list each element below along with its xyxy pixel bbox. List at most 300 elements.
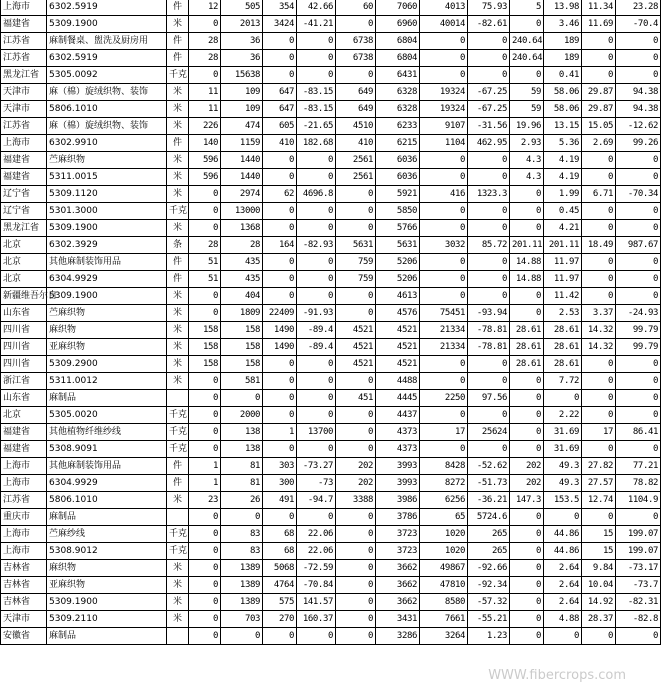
value-cell: 0 xyxy=(468,407,510,424)
value-cell: 4521 xyxy=(336,356,376,373)
value-cell: 202 xyxy=(336,458,376,475)
value-cell: 28 xyxy=(189,50,221,67)
value-cell: 22409 xyxy=(263,305,297,322)
value-cell: 0 xyxy=(544,628,582,645)
table-row xyxy=(1,118,661,135)
value-cell: 0 xyxy=(510,186,544,203)
value-cell: 4373 xyxy=(376,424,420,441)
value-cell: -78.81 xyxy=(468,339,510,356)
table-row xyxy=(1,526,661,543)
value-cell: 189 xyxy=(544,50,582,67)
value-cell: 0 xyxy=(616,169,661,186)
region-cell: 上海市 xyxy=(1,543,47,560)
unit-cell: 米 xyxy=(167,186,189,203)
unit-cell: 件 xyxy=(167,254,189,271)
value-cell: 0 xyxy=(616,288,661,305)
value-cell: 0 xyxy=(263,152,297,169)
value-cell: 2.93 xyxy=(510,135,544,152)
value-cell: 158 xyxy=(189,322,221,339)
value-cell: 354 xyxy=(263,0,297,16)
value-cell: 6328 xyxy=(376,84,420,101)
value-cell: 0 xyxy=(616,220,661,237)
unit-cell xyxy=(167,628,189,645)
value-cell: 47810 xyxy=(420,577,468,594)
product-cell: 苎麻纱线 xyxy=(47,526,167,543)
value-cell: 1159 xyxy=(221,135,263,152)
value-cell: 0 xyxy=(189,424,221,441)
value-cell: -67.25 xyxy=(468,84,510,101)
value-cell: 6804 xyxy=(376,50,420,67)
table-row xyxy=(1,611,661,628)
value-cell: 15 xyxy=(582,526,616,543)
value-cell: 0 xyxy=(297,288,336,305)
value-cell: -73.7 xyxy=(616,577,661,594)
value-cell: 44.86 xyxy=(544,526,582,543)
unit-cell: 件 xyxy=(167,271,189,288)
value-cell: 4.88 xyxy=(544,611,582,628)
value-cell: 0 xyxy=(616,254,661,271)
value-cell: 6036 xyxy=(376,152,420,169)
value-cell: 0 xyxy=(297,203,336,220)
value-cell: -82.31 xyxy=(616,594,661,611)
value-cell: 18.49 xyxy=(582,237,616,254)
product-cell: 6304.9929 xyxy=(47,475,167,492)
value-cell: 265 xyxy=(468,526,510,543)
value-cell: 0 xyxy=(510,288,544,305)
product-cell: 5309.1120 xyxy=(47,186,167,203)
value-cell: 4.3 xyxy=(510,152,544,169)
value-cell: 4613 xyxy=(376,288,420,305)
value-cell: 1104.9 xyxy=(616,492,661,509)
product-cell: 亚麻织物 xyxy=(47,577,167,594)
value-cell: 8428 xyxy=(420,458,468,475)
value-cell: 0 xyxy=(189,390,221,407)
value-cell: 0 xyxy=(336,373,376,390)
value-cell: 28.61 xyxy=(544,356,582,373)
value-cell: 27.82 xyxy=(582,458,616,475)
value-cell: 6960 xyxy=(376,16,420,33)
value-cell: 0 xyxy=(221,390,263,407)
region-cell: 北京 xyxy=(1,407,47,424)
value-cell: 0 xyxy=(336,67,376,84)
table-row xyxy=(1,254,661,271)
value-cell: 14.32 xyxy=(582,339,616,356)
unit-cell: 千克 xyxy=(167,424,189,441)
value-cell: 0 xyxy=(263,509,297,526)
value-cell: 0 xyxy=(189,611,221,628)
product-cell: 苎麻织物 xyxy=(47,152,167,169)
value-cell: 703 xyxy=(221,611,263,628)
value-cell: 36 xyxy=(221,33,263,50)
value-cell: 140 xyxy=(189,135,221,152)
value-cell: 60 xyxy=(336,0,376,16)
value-cell: 240.64 xyxy=(510,50,544,67)
value-cell: 51 xyxy=(189,271,221,288)
value-cell: 15638 xyxy=(221,67,263,84)
value-cell: 0 xyxy=(582,152,616,169)
value-cell: -70.84 xyxy=(297,577,336,594)
product-cell: 其他植物纤维纱线 xyxy=(47,424,167,441)
table-row xyxy=(1,0,661,16)
value-cell: 202 xyxy=(510,458,544,475)
value-cell: 4437 xyxy=(376,407,420,424)
value-cell: 0 xyxy=(263,390,297,407)
table-row xyxy=(1,424,661,441)
value-cell: 81 xyxy=(221,475,263,492)
value-cell: 1440 xyxy=(221,169,263,186)
value-cell: 0 xyxy=(336,424,376,441)
value-cell: 13.15 xyxy=(544,118,582,135)
value-cell: 4373 xyxy=(376,441,420,458)
value-cell: 7060 xyxy=(376,0,420,16)
product-cell: 6302.9910 xyxy=(47,135,167,152)
unit-cell: 米 xyxy=(167,611,189,628)
region-cell: 福建省 xyxy=(1,16,47,33)
value-cell: 0 xyxy=(189,305,221,322)
value-cell: 2.53 xyxy=(544,305,582,322)
value-cell: 451 xyxy=(336,390,376,407)
value-cell: 987.67 xyxy=(616,237,661,254)
value-cell: 28.61 xyxy=(544,322,582,339)
value-cell: 0 xyxy=(336,186,376,203)
product-cell: 其他麻制装饰用品 xyxy=(47,254,167,271)
value-cell: 5631 xyxy=(376,237,420,254)
region-cell: 上海市 xyxy=(1,475,47,492)
value-cell: 3723 xyxy=(376,543,420,560)
value-cell: 4576 xyxy=(376,305,420,322)
value-cell: 0 xyxy=(468,220,510,237)
value-cell: 5 xyxy=(510,0,544,16)
unit-cell: 米 xyxy=(167,339,189,356)
value-cell: 0 xyxy=(420,33,468,50)
value-cell: 28 xyxy=(189,237,221,254)
value-cell: 5724.6 xyxy=(468,509,510,526)
region-cell: 山东省 xyxy=(1,305,47,322)
value-cell: 0 xyxy=(189,67,221,84)
value-cell: -83.15 xyxy=(297,101,336,118)
value-cell: 0 xyxy=(616,50,661,67)
value-cell: 2.64 xyxy=(544,594,582,611)
value-cell: 0 xyxy=(420,373,468,390)
value-cell: 3993 xyxy=(376,458,420,475)
value-cell: 94.38 xyxy=(616,84,661,101)
value-cell: 0 xyxy=(582,254,616,271)
value-cell: 575 xyxy=(263,594,297,611)
value-cell: 1 xyxy=(263,424,297,441)
product-cell: 5309.1900 xyxy=(47,288,167,305)
value-cell: 0 xyxy=(420,169,468,186)
value-cell: 0 xyxy=(263,441,297,458)
value-cell: 0 xyxy=(510,305,544,322)
value-cell: 138 xyxy=(221,424,263,441)
unit-cell: 件 xyxy=(167,33,189,50)
table-row xyxy=(1,271,661,288)
value-cell: -67.25 xyxy=(468,101,510,118)
value-cell: 0 xyxy=(297,169,336,186)
region-cell: 福建省 xyxy=(1,169,47,186)
product-cell: 5309.1900 xyxy=(47,594,167,611)
product-cell: 麻织物 xyxy=(47,560,167,577)
table-row xyxy=(1,16,661,33)
unit-cell: 件 xyxy=(167,135,189,152)
unit-cell: 米 xyxy=(167,305,189,322)
value-cell: 3662 xyxy=(376,577,420,594)
value-cell: 1809 xyxy=(221,305,263,322)
value-cell: 0 xyxy=(582,441,616,458)
value-cell: -94.7 xyxy=(297,492,336,509)
region-cell: 天津市 xyxy=(1,611,47,628)
value-cell: 11 xyxy=(189,101,221,118)
value-cell: 0 xyxy=(510,611,544,628)
value-cell: 605 xyxy=(263,118,297,135)
value-cell: 2.64 xyxy=(544,577,582,594)
value-cell: 0 xyxy=(582,509,616,526)
value-cell: 1 xyxy=(189,458,221,475)
value-cell: 11.97 xyxy=(544,271,582,288)
value-cell: -31.56 xyxy=(468,118,510,135)
unit-cell: 米 xyxy=(167,220,189,237)
product-cell: 5309.1900 xyxy=(47,16,167,33)
value-cell: 3431 xyxy=(376,611,420,628)
value-cell: 0 xyxy=(189,407,221,424)
product-cell: 6304.9929 xyxy=(47,271,167,288)
value-cell: 0 xyxy=(263,67,297,84)
value-cell: 40014 xyxy=(420,16,468,33)
value-cell: 201.11 xyxy=(544,237,582,254)
value-cell: 0 xyxy=(510,543,544,560)
value-cell: 19324 xyxy=(420,84,468,101)
value-cell: 15.05 xyxy=(582,118,616,135)
value-cell: 1104 xyxy=(420,135,468,152)
value-cell: 75451 xyxy=(420,305,468,322)
value-cell: -41.21 xyxy=(297,16,336,33)
region-cell: 江苏省 xyxy=(1,33,47,50)
value-cell: 0 xyxy=(297,628,336,645)
value-cell: 0 xyxy=(582,169,616,186)
value-cell: 28 xyxy=(189,33,221,50)
value-cell: 0 xyxy=(468,441,510,458)
value-cell: 0 xyxy=(468,373,510,390)
unit-cell: 米 xyxy=(167,322,189,339)
value-cell: 6.71 xyxy=(582,186,616,203)
value-cell: 21334 xyxy=(420,322,468,339)
value-cell: 0 xyxy=(616,271,661,288)
table-row xyxy=(1,305,661,322)
table-row xyxy=(1,390,661,407)
value-cell: 17 xyxy=(582,424,616,441)
region-cell: 重庆市 xyxy=(1,509,47,526)
value-cell: 0 xyxy=(336,611,376,628)
table-row xyxy=(1,594,661,611)
value-cell: 3032 xyxy=(420,237,468,254)
value-cell: 647 xyxy=(263,84,297,101)
value-cell: 29.87 xyxy=(582,84,616,101)
value-cell: 0 xyxy=(297,441,336,458)
value-cell: -91.93 xyxy=(297,305,336,322)
value-cell: 201.11 xyxy=(510,237,544,254)
product-cell: 5309.2900 xyxy=(47,356,167,373)
region-cell: 上海市 xyxy=(1,526,47,543)
product-cell: 5305.0092 xyxy=(47,67,167,84)
value-cell: -82.61 xyxy=(468,16,510,33)
value-cell: 0 xyxy=(616,628,661,645)
value-cell: 0 xyxy=(189,577,221,594)
value-cell: 0 xyxy=(336,628,376,645)
value-cell: -12.62 xyxy=(616,118,661,135)
value-cell: 0 xyxy=(336,509,376,526)
unit-cell: 千克 xyxy=(167,203,189,220)
value-cell: 4.19 xyxy=(544,152,582,169)
region-cell: 吉林省 xyxy=(1,560,47,577)
value-cell: 2000 xyxy=(221,407,263,424)
value-cell: 2561 xyxy=(336,152,376,169)
region-cell: 天津市 xyxy=(1,84,47,101)
table-row xyxy=(1,237,661,254)
value-cell: 0 xyxy=(544,390,582,407)
value-cell: -82.8 xyxy=(616,611,661,628)
value-cell: 58.06 xyxy=(544,84,582,101)
region-cell: 安徽省 xyxy=(1,628,47,645)
value-cell: 1020 xyxy=(420,543,468,560)
unit-cell: 米 xyxy=(167,101,189,118)
value-cell: 3662 xyxy=(376,594,420,611)
value-cell: 28 xyxy=(221,237,263,254)
value-cell: 8580 xyxy=(420,594,468,611)
value-cell: 1389 xyxy=(221,560,263,577)
product-cell: 5309.2110 xyxy=(47,611,167,628)
table-row xyxy=(1,492,661,509)
value-cell: 0 xyxy=(420,407,468,424)
region-cell: 浙江省 xyxy=(1,373,47,390)
value-cell: 49.3 xyxy=(544,475,582,492)
value-cell: 189 xyxy=(544,33,582,50)
value-cell: 3993 xyxy=(376,475,420,492)
value-cell: 0 xyxy=(263,220,297,237)
value-cell: 505 xyxy=(221,0,263,16)
product-cell: 6302.3929 xyxy=(47,237,167,254)
value-cell: 4696.8 xyxy=(297,186,336,203)
value-cell: 99.26 xyxy=(616,135,661,152)
value-cell: 158 xyxy=(221,356,263,373)
value-cell: 0 xyxy=(297,33,336,50)
value-cell: 0 xyxy=(297,271,336,288)
value-cell: 0 xyxy=(189,594,221,611)
value-cell: 4013 xyxy=(420,0,468,16)
value-cell: 0 xyxy=(582,220,616,237)
value-cell: 94.38 xyxy=(616,101,661,118)
unit-cell xyxy=(167,390,189,407)
value-cell: 0 xyxy=(582,628,616,645)
table-row xyxy=(1,67,661,84)
value-cell: 0 xyxy=(263,373,297,390)
value-cell: 5068 xyxy=(263,560,297,577)
value-cell: 3662 xyxy=(376,560,420,577)
region-cell: 山东省 xyxy=(1,390,47,407)
table-row xyxy=(1,186,661,203)
value-cell: 300 xyxy=(263,475,297,492)
region-cell: 吉林省 xyxy=(1,594,47,611)
value-cell: 0 xyxy=(468,254,510,271)
value-cell: 0 xyxy=(221,509,263,526)
value-cell: 0 xyxy=(336,543,376,560)
value-cell: 0 xyxy=(510,560,544,577)
value-cell: 97.56 xyxy=(468,390,510,407)
value-cell: 0 xyxy=(510,390,544,407)
value-cell: 1389 xyxy=(221,577,263,594)
value-cell: 5206 xyxy=(376,254,420,271)
region-cell: 江苏省 xyxy=(1,50,47,67)
value-cell: 6328 xyxy=(376,101,420,118)
unit-cell: 米 xyxy=(167,373,189,390)
value-cell: 265 xyxy=(468,543,510,560)
value-cell: 0 xyxy=(468,33,510,50)
value-cell: 0 xyxy=(582,356,616,373)
value-cell: -55.21 xyxy=(468,611,510,628)
table-row xyxy=(1,458,661,475)
region-cell: 黑龙江省 xyxy=(1,220,47,237)
value-cell: 0 xyxy=(468,356,510,373)
value-cell: 13.98 xyxy=(544,0,582,16)
value-cell: 4521 xyxy=(376,322,420,339)
value-cell: 42.66 xyxy=(297,0,336,16)
value-cell: 23.28 xyxy=(616,0,661,16)
value-cell: 0 xyxy=(616,407,661,424)
value-cell: -73 xyxy=(297,475,336,492)
value-cell: 0 xyxy=(263,356,297,373)
value-cell: 14.88 xyxy=(510,254,544,271)
value-cell: 6738 xyxy=(336,50,376,67)
value-cell: 4.19 xyxy=(544,169,582,186)
unit-cell: 条 xyxy=(167,237,189,254)
value-cell: 435 xyxy=(221,271,263,288)
value-cell: 11.34 xyxy=(582,0,616,16)
value-cell: 0 xyxy=(468,67,510,84)
region-cell: 江苏省 xyxy=(1,118,47,135)
value-cell: 0 xyxy=(189,203,221,220)
value-cell: 160.37 xyxy=(297,611,336,628)
region-cell: 上海市 xyxy=(1,458,47,475)
value-cell: 6233 xyxy=(376,118,420,135)
value-cell: 14.32 xyxy=(582,322,616,339)
table-row xyxy=(1,543,661,560)
value-cell: 0 xyxy=(510,526,544,543)
table-row xyxy=(1,152,661,169)
value-cell: 0 xyxy=(616,441,661,458)
value-cell: 0 xyxy=(297,220,336,237)
value-cell: 0 xyxy=(263,271,297,288)
product-cell: 苎麻织物 xyxy=(47,305,167,322)
value-cell: 5206 xyxy=(376,271,420,288)
value-cell: -24.93 xyxy=(616,305,661,322)
value-cell: 0 xyxy=(510,67,544,84)
table-row xyxy=(1,560,661,577)
value-cell: 75.93 xyxy=(468,0,510,16)
value-cell: 0 xyxy=(582,271,616,288)
value-cell: 0 xyxy=(263,203,297,220)
value-cell: 14.88 xyxy=(510,271,544,288)
value-cell: 85.72 xyxy=(468,237,510,254)
value-cell: 0 xyxy=(582,288,616,305)
product-cell: 麻制品 xyxy=(47,628,167,645)
product-cell: 5309.1900 xyxy=(47,220,167,237)
value-cell: -83.15 xyxy=(297,84,336,101)
value-cell: 0 xyxy=(468,271,510,288)
value-cell: 28.61 xyxy=(544,339,582,356)
value-cell: 0 xyxy=(420,67,468,84)
value-cell: 4488 xyxy=(376,373,420,390)
value-cell: 303 xyxy=(263,458,297,475)
value-cell: 0 xyxy=(420,152,468,169)
